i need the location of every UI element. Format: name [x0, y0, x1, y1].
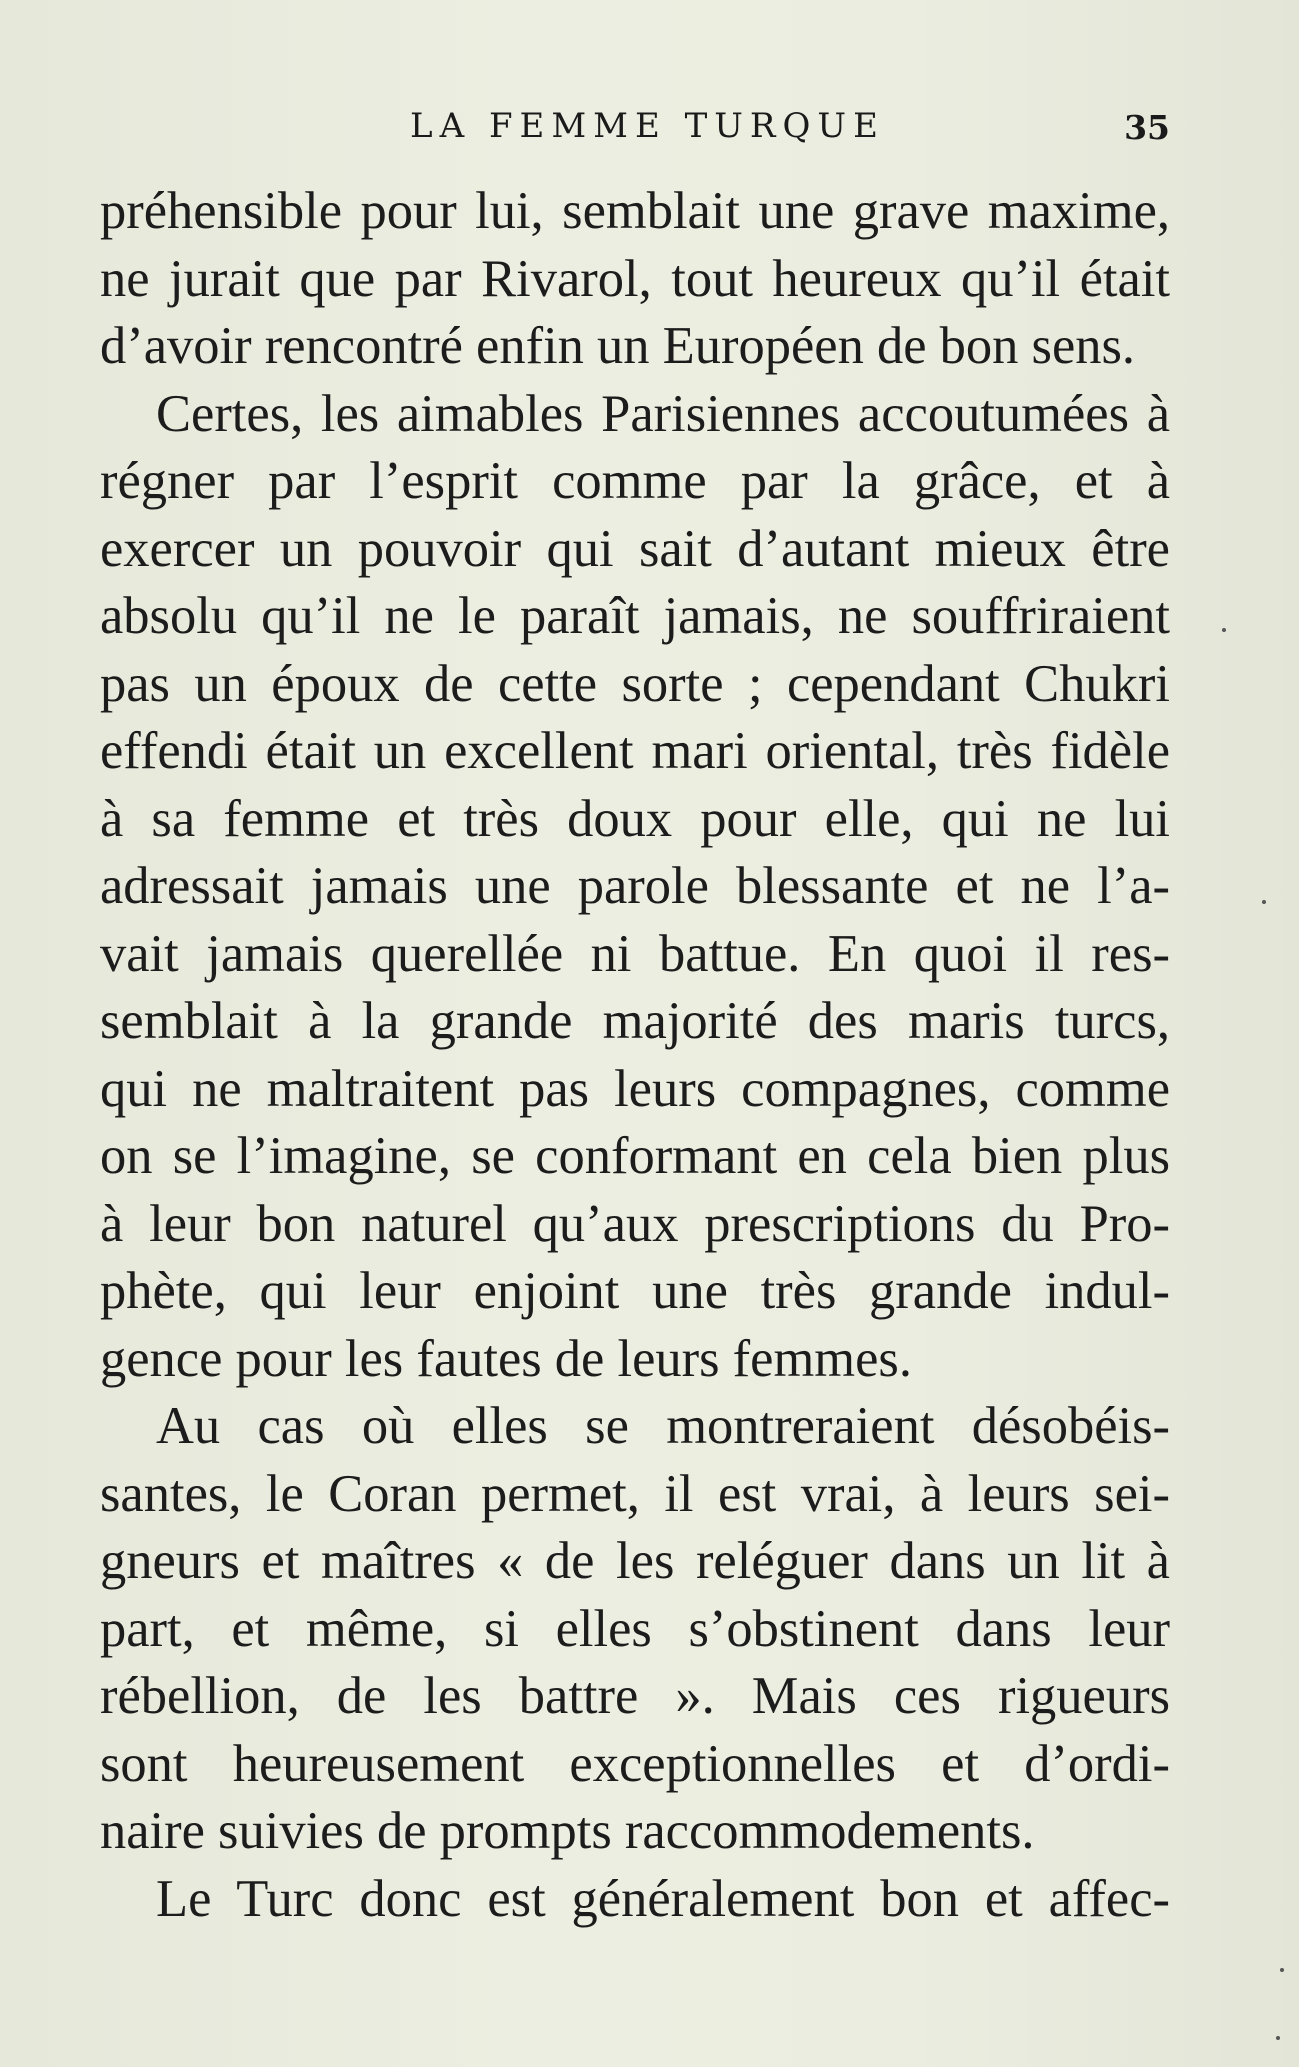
paragraph-first-line: Le Turc donc est généralement bon et affec-: [156, 1869, 1170, 1928]
text-line: phète, qui leur enjoint une très grande indul-: [100, 1262, 1170, 1320]
text-line: régner par l’esprit comme par la grâce, et à: [100, 452, 1170, 510]
text-line: gneurs et maîtres « de les reléguer dans un lit à: [100, 1532, 1170, 1590]
paragraph-first-line: Au cas où elles se montreraient désobéis-: [156, 1397, 1170, 1455]
running-title: LA FEMME TURQUE: [410, 106, 885, 146]
text-line: rébellion, de les battre ». Mais ces rigueurs: [100, 1667, 1170, 1725]
page-header: [100, 100, 1170, 160]
text-line: pas un époux de cette sorte ; cependant Chukri: [100, 654, 1170, 713]
paper-speck: [1276, 2036, 1280, 2040]
text-line: naire suivies de prompts raccommodements.: [100, 1802, 1035, 1860]
page-body-text: [100, 178, 1170, 1933]
text-line: à leur bon naturel qu’aux prescriptions du Pro-: [100, 1194, 1170, 1253]
paper-speck: [1262, 900, 1266, 904]
text-line: qui ne maltraitent pas leurs compagnes, comme: [100, 1059, 1170, 1118]
text-line: santes, le Coran permet, il est vrai, à leurs sei-: [100, 1464, 1170, 1523]
text-line: on se l’imagine, se conformant en cela bien plus: [100, 1127, 1170, 1185]
text-line: d’avoir rencontré enfin un Européen de bon sens.: [100, 317, 1136, 375]
page-number: 35: [1124, 108, 1170, 147]
text-line: effendi était un excellent mari oriental, très fidèle: [100, 722, 1170, 780]
text-line: part, et même, si elles s’obstinent dans leur: [100, 1599, 1170, 1658]
text-line: absolu qu’il ne le paraît jamais, ne souffriraient: [100, 587, 1170, 645]
paper-speck: [1222, 628, 1226, 632]
text-line: adressait jamais une parole blessante et ne l’a-: [100, 857, 1170, 915]
text-line: à sa femme et très doux pour elle, qui ne lui: [100, 789, 1170, 848]
text-line: préhensible pour lui, semblait une grave maxime,: [100, 182, 1170, 240]
text-line: vait jamais querellée ni battue. En quoi il res-: [100, 924, 1170, 983]
text-line: gence pour les fautes de leurs femmes.: [100, 1329, 912, 1388]
paragraph-first-line: Certes, les aimables Parisiennes accoutumées à: [156, 384, 1170, 443]
text-line: sont heureusement exceptionnelles et d’ordi-: [100, 1734, 1170, 1793]
text-line: semblait à la grande majorité des maris turcs,: [100, 992, 1170, 1050]
text-line: ne jurait que par Rivarol, tout heureux qu’il était: [100, 249, 1170, 308]
text-line: exercer un pouvoir qui sait d’autant mieux être: [100, 519, 1170, 578]
paper-speck: [1280, 1968, 1284, 1972]
